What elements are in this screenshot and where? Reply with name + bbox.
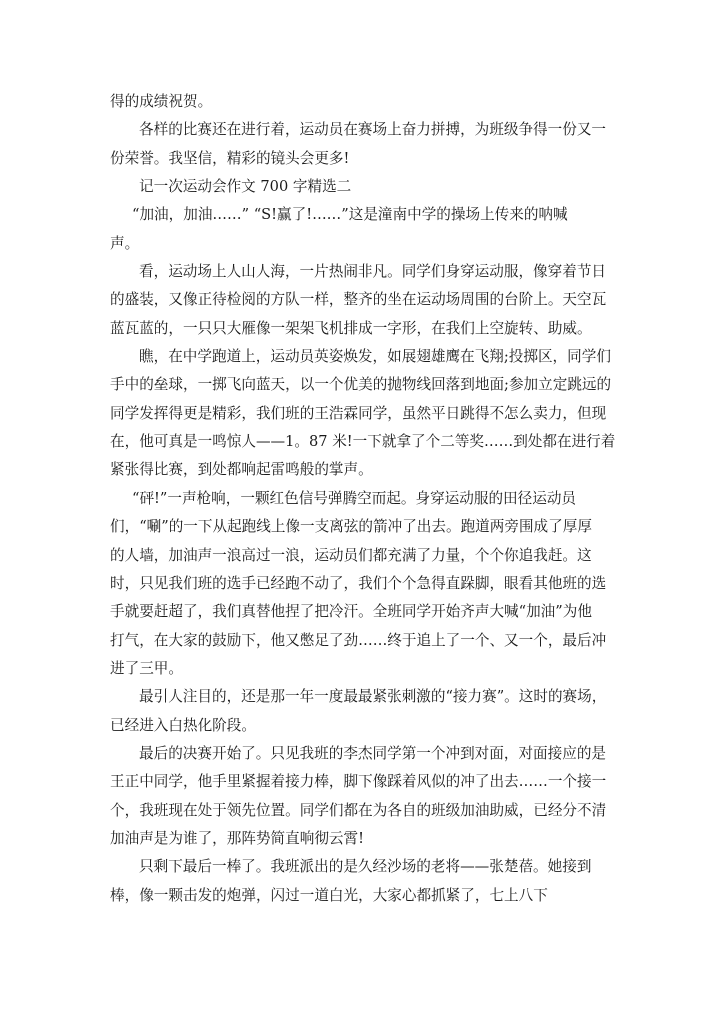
text-line: 最引人注目的，还是那一年一度最最紧张刺激的“接力赛”。这时的赛场， (139, 688, 607, 706)
text-line: 在，他可真是一鸣惊人——1。87 米!一下就拿了个二等奖……到处都在进行着 (110, 433, 616, 451)
section-title: 记一次运动会作文 700 字精选二 (139, 178, 352, 196)
text-line: 打气，在大家的鼓励下，他又憋足了劲……终于追上了一个、又一个，最后冲 (110, 631, 607, 649)
text-line: 的人墙，加油声一浪高过一浪，运动员们都充满了力量，个个你追我赶。这 (110, 546, 592, 564)
text-line: 看，运动场上人山人海，一片热闹非凡。同学们身穿运动服，像穿着节日 (139, 263, 607, 281)
text-line: 紧张得比赛，到处都响起雷鸣般的掌声。 (110, 461, 373, 479)
text-line: 只剩下最后一棒了。我班派出的是久经沙场的老将——张楚蓓。她接到 (139, 858, 592, 876)
text-line: 棒，像一颗击发的炮弹，闪过一道白光，大家心都抓紧了，七上八下 (110, 886, 548, 904)
text-line: 加油声是为谁了，那阵势简直响彻云霄! (110, 829, 364, 847)
text-line: “砰!”一声枪响，一颗红色信号弹腾空而起。身穿运动服的田径运动员 (132, 489, 577, 507)
text-line: 进了三甲。 (110, 659, 183, 677)
text-line: 王正中同学，他手里紧握着接力棒，脚下像踩着风似的冲了出去……一个接一 (110, 773, 607, 791)
text-line: 手中的垒球，一掷飞向蓝天，以一个优美的抛物线回落到地面;参加立定跳远的 (110, 376, 612, 394)
text-line: 的盛装，又像正待检阅的方队一样，整齐的坐在运动场周围的台阶上。天空瓦 (110, 291, 607, 309)
text-line: 们，“唰”的一下从起跑线上像一支离弦的箭冲了出去。跑道两旁围成了厚厚 (110, 518, 592, 536)
text-line: 个，我班现在处于领先位置。同学们都在为各自的班级加油助威，已经分不清 (110, 801, 607, 819)
text-line: 声。 (110, 234, 140, 252)
text-line: 已经进入白热化阶段。 (110, 716, 256, 734)
text-line: 各样的比赛还在进行着，运动员在赛场上奋力拼搏，为班级争得一份又一 (139, 121, 607, 139)
text-line: 瞧，在中学跑道上，运动员英姿焕发，如展翅雄鹰在飞翔;投掷区，同学们 (139, 348, 611, 366)
text-line: 时，只见我们班的选手已经跑不动了，我们个个急得直跺脚，眼看其他班的选 (110, 574, 607, 592)
text-line: 同学发挥得更是精彩，我们班的王浩霖同学，虽然平日跳得不怎么卖力，但现 (110, 404, 607, 422)
text-line: “加油，加油……” “S!赢了!……”这是潼南中学的操场上传来的呐喊 (132, 206, 568, 224)
text-line: 手就要赶超了，我们真替他捏了把冷汗。全班同学开始齐声大喊“加油”为他 (110, 603, 592, 621)
text-line: 蓝瓦蓝的，一只只大雁像一架架飞机排成一字形，在我们上空旋转、助威。 (110, 319, 592, 337)
text-line: 份荣誉。我坚信，精彩的镜头会更多! (110, 149, 350, 167)
text-line: 最后的决赛开始了。只见我班的李杰同学第一个冲到对面，对面接应的是 (139, 744, 607, 762)
text-line: 得的成绩祝贺。 (110, 93, 213, 110)
document-page (110, 90, 616, 912)
